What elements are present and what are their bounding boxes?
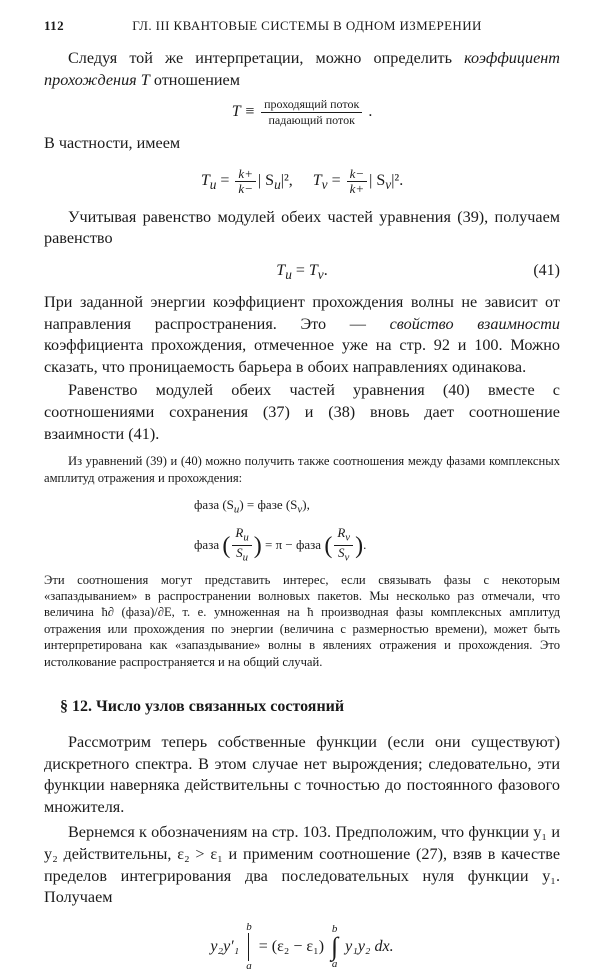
small-paragraph-phases: Из уравнений (39) и (40) можно получить также соотношения между фазами комплексных амплитуд отражения и прохождения:: [44, 454, 560, 485]
equation-number-41: (41): [533, 261, 560, 279]
paragraph-transmission-definition: Следуя той же интерпретации, можно определить коэффициент прохождения T отношением: [44, 49, 560, 89]
evaluation-bar: b a: [246, 921, 252, 973]
paragraph-equality-moduli: Учитывая равенство модулей обеих частей уравнения (39), получаем равенство: [44, 207, 560, 248]
equation-final: y₂y′₁ b a = (ε₂ − ε₁) b ∫ a y₁y₂ dx.: [210, 921, 394, 973]
running-header: [44, 18, 560, 34]
small-paragraph-delay: Эти соотношения могут представить интерес, если связывать фазы с некоторым «запаздыванием» в распространении волновых пакетов. Мы несколько раз отмечали, что величина ħ∂ (фаза)/∂E, т. е. умноженная на ħ производная фазы комплексных амплитуд отражения или прохождения по энергии (величина с размерностью времени), может быть интерпретирована как «запаздывание» волны в явлениях отражения и прохождения. Это истолкование распространяется и на общий случай.: [44, 572, 560, 669]
equation-phase-R-over-S: фаза ( $\frac{R_u}{S_u}$ ) = π − фаза ( $\frac{R_v}{S_v}$ ).: [194, 525, 367, 564]
equation-phase-S: фаза $(S_u)$ = фазе $(S_v)$,: [194, 496, 310, 516]
equation-transmission-ratio: T ≡ $\frac{\text{проходящий поток}}{\text{падающий поток}}$ .: [231, 97, 373, 128]
paragraph-eigenfunctions: Рассмотрим теперь собственные функции (если они существуют) дискретного спектра. В этом случае нет вырождения; следовательно, эти функции наверняка действительны с точностью до постоянного фазового множителя.: [44, 732, 560, 816]
equation-Tu-Tv: $T_u$ = $\frac{k+}{k-}$ | $S_u|^2$, $T_v$ = $\frac{k-}{k+}$ | $S_v|^2$.: [200, 165, 404, 196]
paragraph-conservation: Равенство модулей обеих частей уравнения (40) вместе с соотношениями сохранения (37) и (38) вновь дает соотношение взаимности (41).: [44, 381, 560, 443]
term-transmission-coefficient: коэффициент прохождения: [44, 49, 560, 89]
paragraph-in-particular: В частности, имеем: [44, 134, 181, 153]
paragraph-reciprocity: При заданной энергии коэффициент прохождения волны не зависит от направления распространения. Это — свойство взаимности коэффициента прохождения, отмеченное уже на стр. 92 и 100. Можно сказать, что проницаемость барьера в обоих направлениях одинакова.: [44, 292, 560, 376]
section-heading: § 12. Число узлов связанных состояний: [60, 697, 345, 715]
running-title: ГЛ. III КВАНТОВЫЕ СИСТЕМЫ В ОДНОМ ИЗМЕРЕНИИ: [132, 18, 482, 33]
integral-sign: b ∫ a: [331, 923, 339, 971]
page-number: 112: [44, 18, 64, 33]
term-reciprocity: свойство взаимности: [389, 314, 560, 333]
paragraph-notation: Вернемся к обозначениям на стр. 103. Предположим, что функции y₁ и y₂ действительны, ε₂ > ε₁ и применим соотношение (27), взяв в качестве пределов интегрирования два последовательных нуля функции y₁. Получаем: [44, 823, 560, 907]
equation-41: $T_u = T_v$. (41): [44, 253, 560, 289]
fraction-flux: $\frac{\text{проходящий поток}}{\text{падающий поток}}$: [261, 97, 362, 128]
